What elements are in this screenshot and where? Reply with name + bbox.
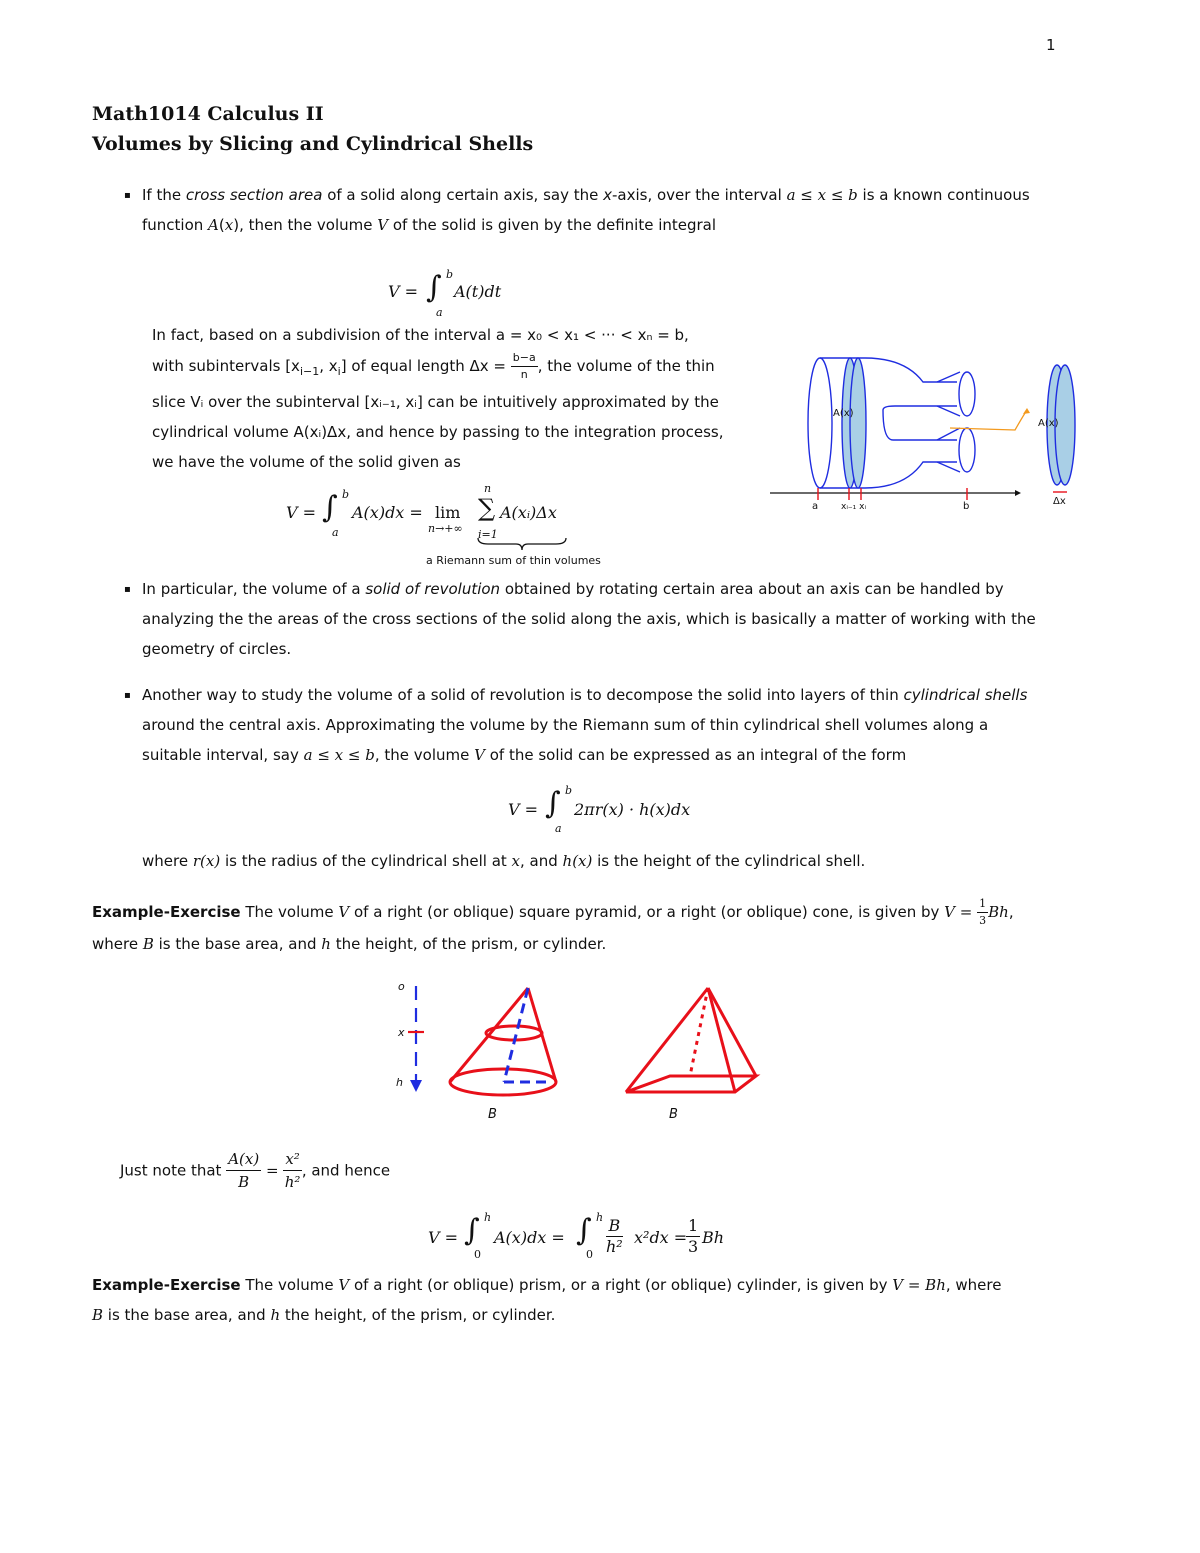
pyramid xyxy=(626,988,756,1092)
bullet1-text: If the cross section area of a solid along certain axis, say the x-axis, over the interval a ≤ x ≤ b is a known continuous function A(x), then the volume V of the solid is given by the definite integral xyxy=(142,186,1030,234)
label-B-pyramid: B xyxy=(669,1107,678,1122)
eq4-lower-1: 0 xyxy=(474,1248,481,1261)
eq2-sum: ∑ xyxy=(478,494,496,522)
eq3-body: 2πr(x) · h(x)dx xyxy=(574,800,691,819)
slice-ellipse-2 xyxy=(850,358,866,488)
integral-upper: b xyxy=(446,268,454,281)
eq2-lhs: V = xyxy=(286,503,317,522)
equation-1: V = xyxy=(388,282,419,301)
bullet-marker: ▪ xyxy=(124,690,131,701)
eq4-integral-2: ∫ xyxy=(576,1213,592,1248)
eq4-integral-1: ∫ xyxy=(464,1213,480,1248)
eq4-frac-third: $\frac{1}{3}$ xyxy=(688,1216,699,1256)
eq2-upper: b xyxy=(342,488,350,501)
eq2-sum-body: A(xᵢ)Δx xyxy=(500,503,557,522)
eq2-lim: lim xyxy=(435,503,461,522)
eq3-lower: a xyxy=(555,822,562,835)
eq4-lower-2: 0 xyxy=(586,1248,593,1261)
eq2-sum-lower: i=1 xyxy=(478,528,498,541)
cone-pyramid-figure xyxy=(380,970,780,1125)
subdiv-line3: slice Vᵢ over the subinterval [xᵢ₋₁, xᵢ] can be intuitively approximated by the xyxy=(152,393,719,411)
example-1-label: Example-Exercise xyxy=(92,903,241,921)
label-B-cone: B xyxy=(488,1107,497,1122)
bottom-outlet xyxy=(959,428,975,472)
eq3-upper: b xyxy=(565,784,573,797)
subdiv-line4: cylindrical volume A(xᵢ)Δx, and hence by passing to the integration process, xyxy=(152,423,724,441)
solid-slice-figure xyxy=(765,350,1095,520)
integrand: A(t)dt xyxy=(454,282,502,301)
eq2-body: A(x)dx = xyxy=(352,503,423,522)
left-end-ellipse xyxy=(808,358,832,488)
eq3-lhs: V = xyxy=(508,800,539,819)
eq4-upper-2: h xyxy=(596,1211,604,1224)
course-title: Math1014 Calculus II xyxy=(92,103,324,125)
fig1-label-A2: A(x) xyxy=(1038,418,1059,429)
eq2-sum-upper: n xyxy=(484,482,492,495)
cone xyxy=(450,988,556,1095)
integral-sign: ∫ xyxy=(426,270,442,305)
fig1-tick-dx: Δx xyxy=(1053,496,1066,507)
subdiv-line5: we have the volume of the solid given as xyxy=(152,453,461,471)
solid-outline-top xyxy=(820,358,957,382)
eq4-body-1: A(x)dx = xyxy=(494,1228,565,1247)
solid-outline-bottom xyxy=(820,462,957,488)
bullet3-text: Another way to study the volume of a solid of revolution is to decompose the solid into layers of thin cylindrical shells around the central axis. Approximating the volume by the Riemann sum of thin cylindrical shell volumes along a suitable interval, say a ≤ x ≤ b, the volume V of the solid can be expressed as an integral of the form xyxy=(142,686,1028,764)
label-h: h xyxy=(396,1076,403,1089)
section-title: Volumes by Slicing and Cylindrical Shells xyxy=(92,133,534,155)
fig1-tick-b: b xyxy=(963,501,970,512)
note-line: Just note that $\frac{A(x)}{B}$ = $\frac{\text{x²}}{\text{h²}}$ , and hence xyxy=(120,1150,391,1191)
page-number: 1 xyxy=(1046,36,1056,54)
eq4-lhs: V = xyxy=(428,1228,459,1247)
fig1-label-A1: A(x) xyxy=(833,408,854,419)
bullet-marker: ▪ xyxy=(124,190,131,201)
eq4-upper-1: h xyxy=(484,1211,492,1224)
underbrace xyxy=(476,536,568,552)
subdivision-paragraph xyxy=(152,320,746,477)
label-o: o xyxy=(398,980,405,993)
eq4-frac-B: $\frac{B}{\text{h²}}$ xyxy=(606,1216,623,1256)
fig1-tick-x: xᵢ₋₁ xᵢ xyxy=(841,502,867,512)
eq2-lim-sub: n→+∞ xyxy=(428,522,463,535)
eq4-body-3: Bh xyxy=(702,1228,725,1247)
arrow-to-slice xyxy=(950,410,1027,430)
bullet2-text: In particular, the volume of a solid of revolution obtained by rotating certain area about an axis can be handled by analyzing the the areas of the cross sections of the solid along the axis, which is basically a matter of working with the geometry of circles. xyxy=(142,580,1036,658)
example-2-label: Example-Exercise xyxy=(92,1276,241,1294)
eq2-integral: ∫ xyxy=(322,490,338,525)
integral-lower: a xyxy=(436,306,443,319)
where-line: where r(x) is the radius of the cylindrical shell at x, and h(x) is the height of the cylindrical shell. xyxy=(142,852,866,870)
brace-label: a Riemann sum of thin volumes xyxy=(426,554,601,567)
top-outlet xyxy=(959,372,975,416)
eq3-integral: ∫ xyxy=(545,786,561,821)
example-1: Example-Exercise The volume V of a right (or oblique) square pyramid, or a right (or oblique) cone, is given by V = $\frac{1}{3}$ Bh, where B is the base area, and h the height, of the prism, or cylinder. xyxy=(92,897,1014,953)
subdiv-line1: In fact, based on a subdivision of the interval a = x₀ < x₁ < ··· < xₙ = b, xyxy=(152,326,689,344)
label-x: x xyxy=(398,1026,405,1039)
bullet-marker: ▪ xyxy=(124,584,131,595)
example-2: Example-Exercise The volume V of a right (or oblique) prism, or a right (or oblique) cylinder, is given by V = Bh, where B is the base area, and h the height, of the prism, or cylinder. xyxy=(92,1276,1002,1324)
fig1-tick-a: a xyxy=(812,501,819,512)
eq4-body-2: x²dx = xyxy=(634,1228,688,1247)
subdiv-line2: with subintervals [$x_{i-1}$, $x_i$] of equal length Δx = $\frac{b-a}{n}$ , the volume of the thin xyxy=(152,351,715,381)
eq2-lower: a xyxy=(332,526,339,539)
